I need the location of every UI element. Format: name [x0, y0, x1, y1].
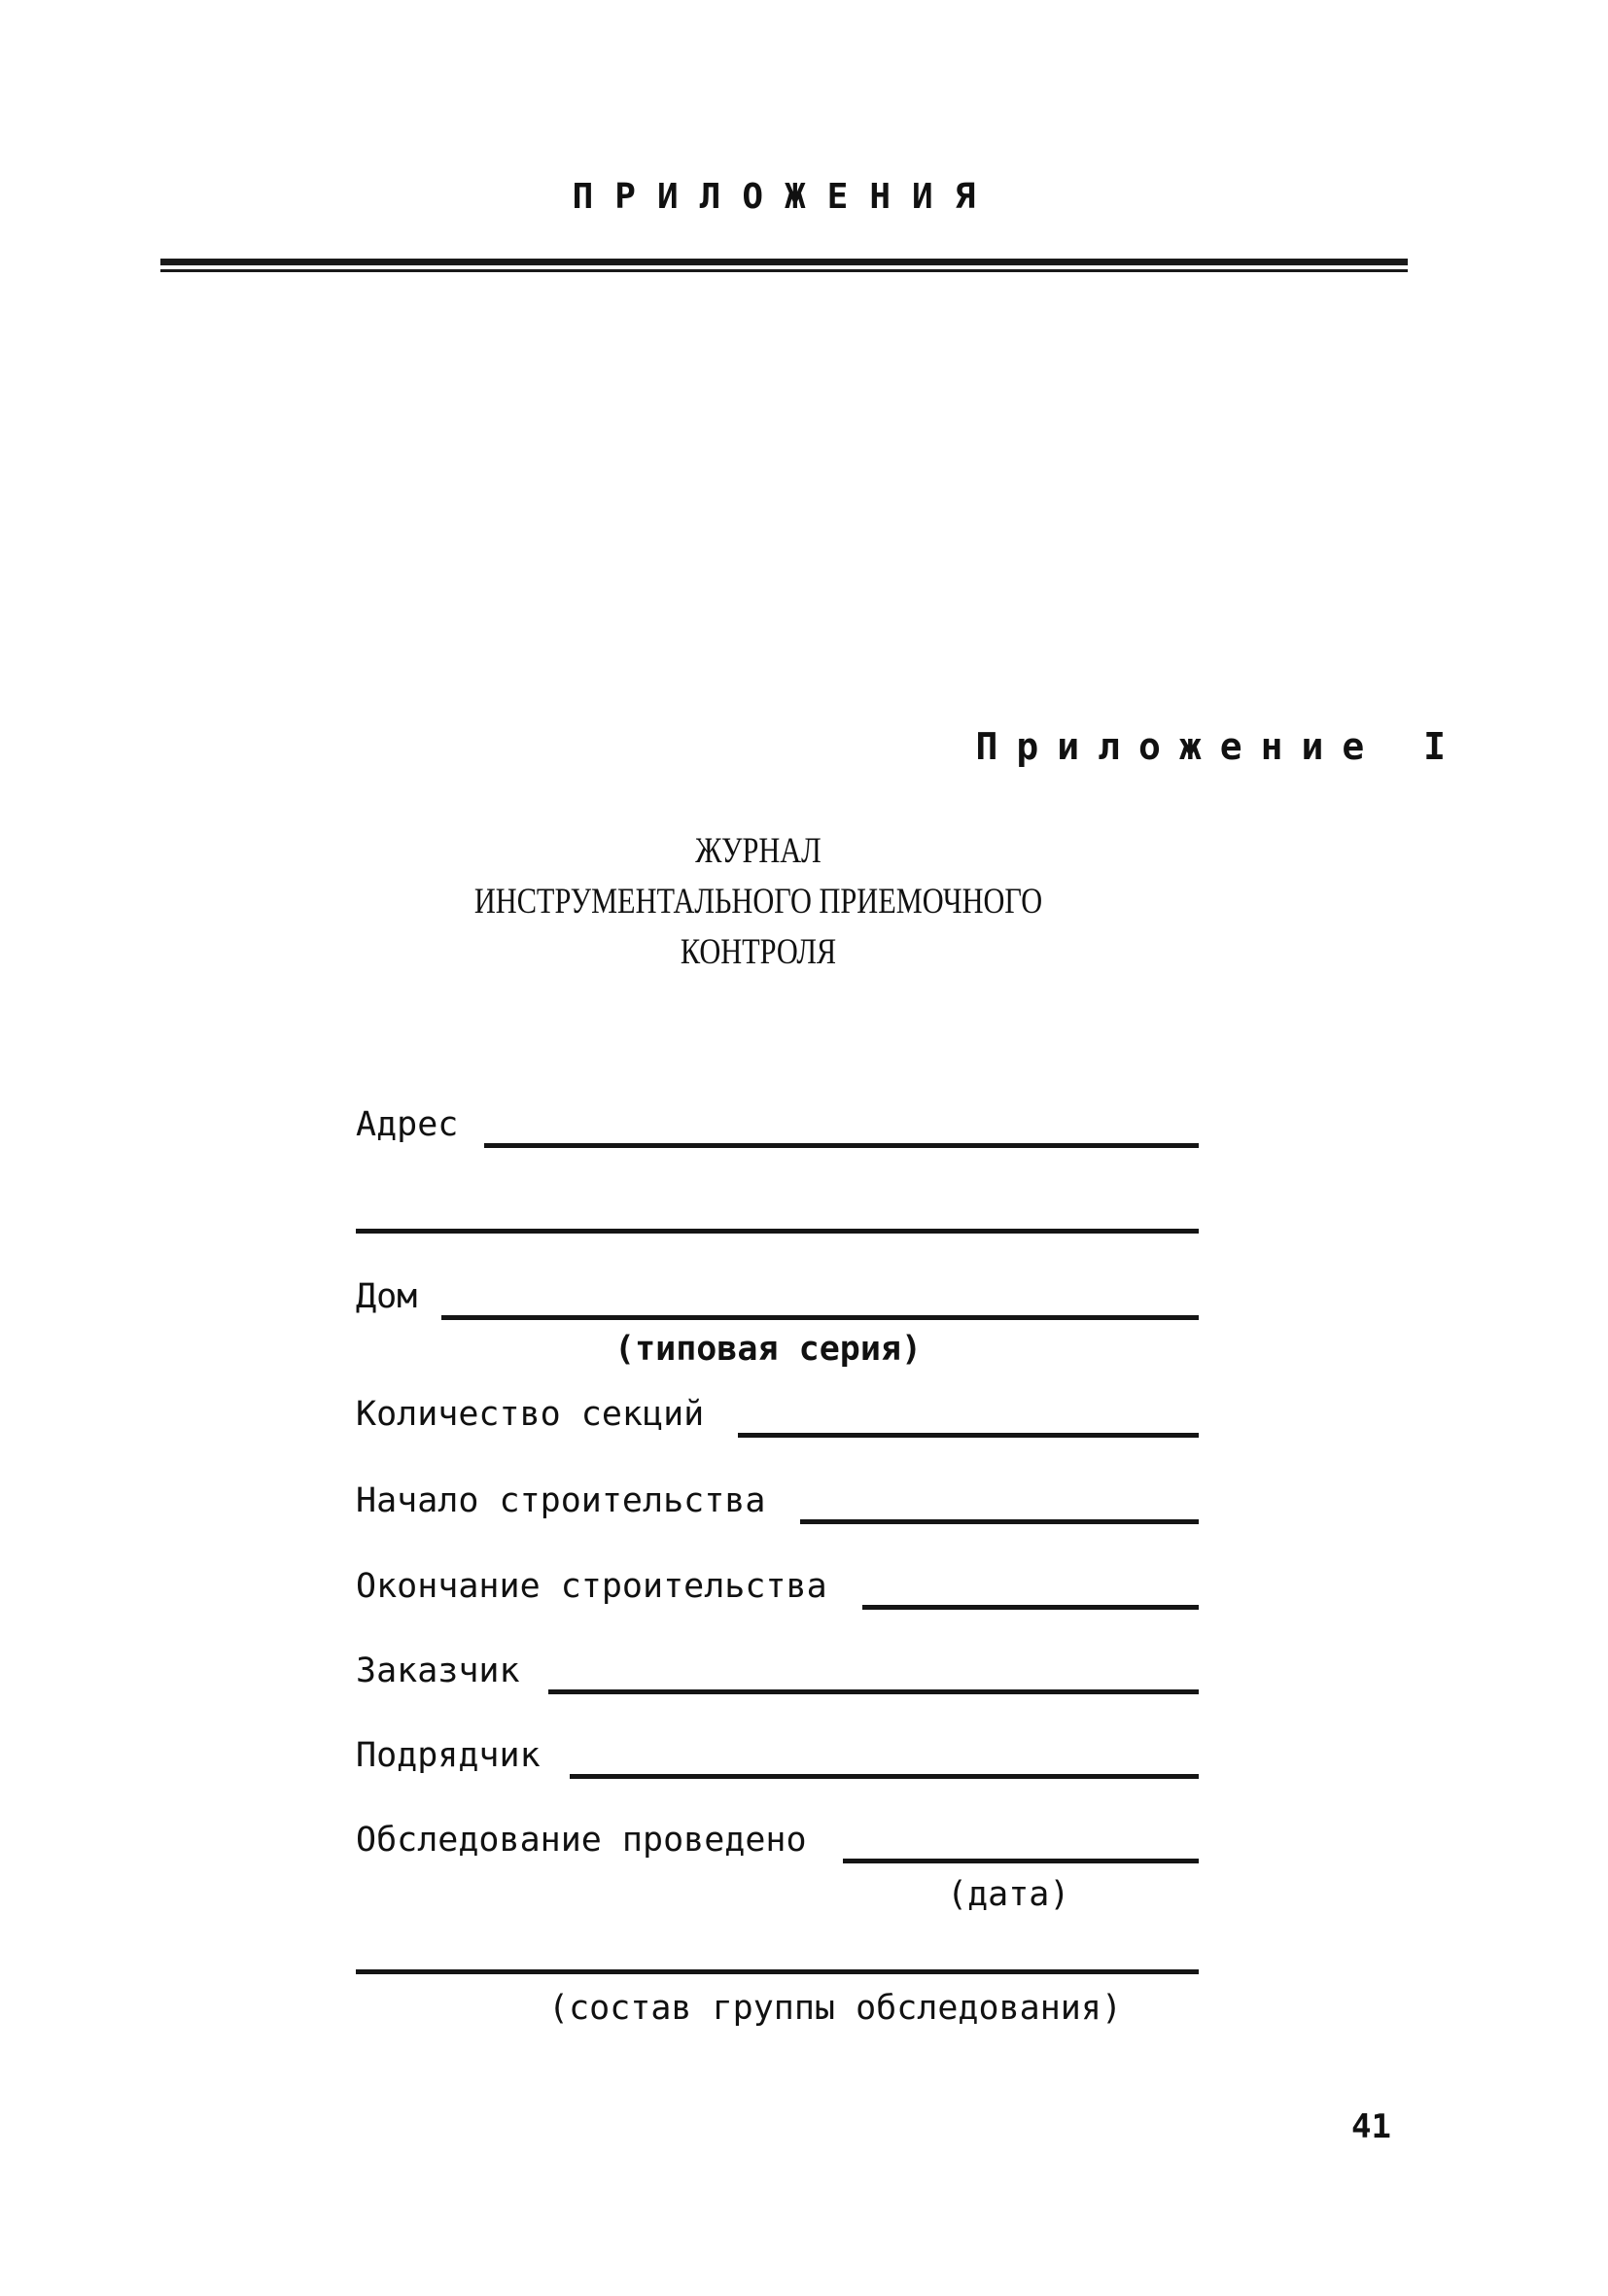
journal-title-line-1: ЖУРНАЛ [695, 831, 821, 871]
journal-title [375, 826, 1140, 978]
journal-title-line-3: КОНТРОЛЯ [680, 932, 837, 972]
construction-start-field[interactable] [800, 1519, 1199, 1524]
page-number: 41 [1351, 2107, 1391, 2146]
sections-label: Количество секций [356, 1395, 705, 1434]
house-label: Дом [356, 1277, 418, 1316]
group-caption: (состав группы обследования) [548, 1989, 1123, 2028]
survey-group-field[interactable] [356, 1969, 1199, 1974]
construction-start-label: Начало строительства [356, 1481, 766, 1520]
construction-end-label: Окончание строительства [356, 1567, 827, 1606]
header-rule [160, 259, 1408, 265]
customer-field[interactable] [548, 1689, 1199, 1694]
contractor-field[interactable] [570, 1774, 1199, 1779]
address-label: Адрес [356, 1105, 459, 1144]
address-field[interactable] [484, 1143, 1199, 1148]
survey-date-field[interactable] [843, 1859, 1199, 1863]
sections-field[interactable] [738, 1433, 1199, 1438]
house-field[interactable] [441, 1315, 1199, 1320]
house-caption: (типовая серия) [614, 1330, 923, 1369]
customer-label: Заказчик [356, 1652, 520, 1690]
date-caption: (дата) [947, 1875, 1070, 1914]
section-title: ПРИЛОЖЕНИЯ [572, 177, 997, 217]
appendix-label: Приложение I [975, 725, 1464, 768]
journal-title-line-2: ИНСТРУМЕНТАЛЬНОГО ПРИЕМОЧНОГО [473, 882, 1043, 922]
survey-label: Обследование проведено [356, 1821, 807, 1860]
header-rule-underline [160, 269, 1408, 272]
construction-end-field[interactable] [862, 1605, 1199, 1610]
contractor-label: Подрядчик [356, 1736, 541, 1775]
address-field-continued[interactable] [356, 1229, 1199, 1234]
